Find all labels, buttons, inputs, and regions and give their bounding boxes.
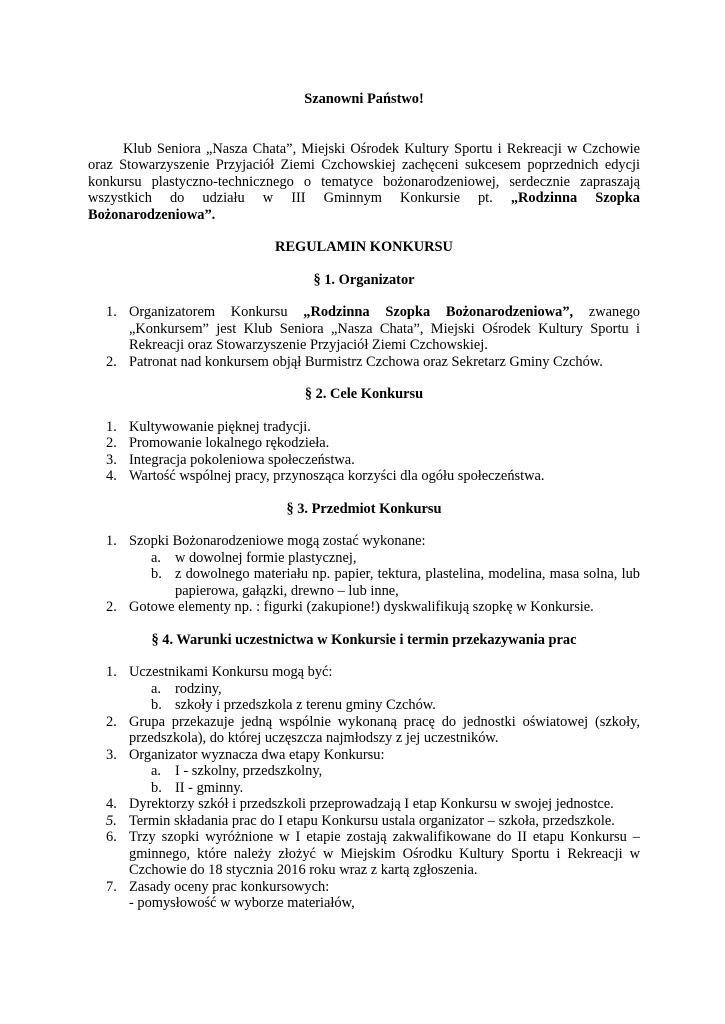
contest-title: „Rodzinna Szopka Bożonarodzeniowa”.: [88, 190, 641, 223]
section-4-list: [88, 664, 640, 912]
item-number: 1.: [106, 418, 117, 435]
sub-item-letter: b.: [151, 566, 162, 582]
item-text: Szopki Bożonarodzeniowe mogą zostać wykonane:: [129, 533, 426, 549]
item-text-post: zwanego „Konkursem” jest Klub Seniora „Nasza Chata”, Miejski Ośrodek Kultury Sportu i Rekreacji oraz Stowarzyszenie Przyjaciół Ziemi Czchowskiej.: [129, 304, 640, 353]
sub-item-letter: b.: [151, 779, 162, 796]
sub-item-text: rodziny,: [175, 680, 222, 697]
sub-list: [129, 681, 640, 714]
item-number: 3.: [106, 451, 117, 468]
sub-item: [129, 780, 640, 797]
intro-paragraph: [88, 141, 640, 224]
list-item: [88, 714, 640, 747]
item-text: Organizator wyznacza dwa etapy Konkursu:: [129, 746, 385, 763]
item-text: Integracja pokoleniowa społeczeństwa.: [129, 451, 355, 468]
item-text: Uczestnikami Konkursu mogą być:: [129, 664, 333, 680]
list-item: [88, 664, 640, 714]
sub-item: [129, 697, 640, 714]
regulamin-title: REGULAMIN KONKURSU: [275, 239, 453, 255]
list-item: [88, 419, 640, 436]
document-page: [88, 88, 640, 912]
sub-item-text: II - gminny.: [175, 779, 244, 796]
section-1-title: § 1. Organizator: [313, 271, 415, 288]
list-item: [88, 599, 640, 616]
section-3-list: [88, 533, 640, 616]
item-text: Grupa przekazuje jedną wspólnie wykonaną pracę do jednostki oświatowej (szkoły, przedszkola), do której uczęszcza najmłodszy z jej uczestników.: [129, 713, 640, 746]
sub-item: [129, 681, 640, 698]
sub-item-letter: b.: [151, 697, 162, 713]
item-text: Termin składania prac do I etapu Konkursu ustala organizator – szkoła, przedszkole.: [129, 812, 615, 829]
item-text: Promowanie lokalnego rękodzieła.: [129, 435, 330, 451]
item-text: Gotowe elementy np. : figurki (zakupione!) dyskwalifikują szopkę w Konkursie.: [129, 599, 594, 615]
item-number: 3.: [106, 746, 117, 763]
item-number: 5.: [106, 812, 117, 829]
item-number: 2.: [106, 435, 117, 451]
sub-item-text: szkoły i przedszkola z terenu gminy Czchów.: [175, 697, 436, 713]
list-item: [88, 435, 640, 452]
item-number: 1.: [106, 664, 117, 680]
sub-item-letter: a.: [151, 680, 161, 697]
sub-item-text: I - szkolny, przedszkolny,: [175, 763, 323, 779]
list-item: [88, 813, 640, 830]
section-2-title: § 2. Cele Konkursu: [304, 386, 424, 402]
sub-item: [129, 550, 640, 567]
list-item: [88, 304, 640, 354]
list-item: [88, 829, 640, 879]
list-item: [88, 747, 640, 797]
sub-list: [129, 550, 640, 600]
item-number: 4.: [106, 796, 117, 812]
item-text: Trzy szopki wyróżnione w I etapie zostają zakwalifikowane do II etapu Konkursu – gminnego, które należy złożyć w Miejskim Ośrodku Kultury Sportu i Rekreacji w Czchowie do 18 stycznia 2016 roku wraz z kartą zgłoszenia.: [129, 829, 640, 878]
item-text: Kultywowanie pięknej tradycji.: [129, 418, 311, 435]
item-number: 2.: [106, 599, 117, 615]
list-item: [88, 468, 640, 485]
greeting-heading: Szanowni Państwo!: [304, 91, 424, 107]
item-text: Zasady oceny prac konkursowych:: [129, 878, 330, 895]
sub-item: [129, 566, 640, 599]
item-number: 4.: [106, 468, 117, 484]
section-1-list: [88, 304, 640, 370]
sub-item-letter: a.: [151, 549, 161, 566]
sub-item-letter: a.: [151, 763, 161, 779]
list-item: [88, 533, 640, 599]
sub-item: [129, 763, 640, 780]
intro-text: Klub Seniora „Nasza Chata”, Miejski Ośrodek Kultury Sportu i Rekreacji w Czchowie oraz Stowarzyszenie Przyjaciół Ziemi Czchowskiej zachęceni sukcesem poprzednich edycji konkursu plastyczno-technicznego o tematyce bożonarodzeniowej, serdecznie zapraszają wszystkich do udziału w III Gminnym Konkursie pt.: [88, 140, 640, 206]
sub-item-text: z dowolnego materiału np. papier, tektura, plastelina, modelina, masa solna, lub papierowa, gałązki, drewno – lub inne,: [175, 566, 640, 599]
section-4-title: § 4. Warunki uczestnictwa w Konkursie i termin przekazywania prac: [151, 631, 577, 648]
item-number: 2.: [106, 353, 117, 370]
item-number: 7.: [106, 878, 117, 895]
item-number: 1.: [106, 304, 117, 320]
item-criterion: - pomysłowość w wyborze materiałów,: [129, 895, 355, 911]
section-3-title: § 3. Przedmiot Konkursu: [286, 500, 442, 517]
list-item: [88, 879, 640, 912]
list-item: [88, 452, 640, 469]
item-text: Dyrektorzy szkół i przedszkoli przeprowadzają I etap Konkursu w swojej jednostce.: [129, 796, 614, 812]
item-text: Patronat nad konkursem objął Burmistrz Czchowa oraz Sekretarz Gminy Czchów.: [129, 353, 603, 370]
item-number: 1.: [106, 533, 117, 549]
item-number: 2.: [106, 713, 117, 730]
sub-item-text: w dowolnej formie plastycznej,: [175, 549, 357, 566]
section-2-list: [88, 419, 640, 485]
sub-list: [129, 763, 640, 796]
item-number: 6.: [106, 829, 117, 845]
item-text: Wartość wspólnej pracy, przynosząca korzyści dla ogółu społeczeństwa.: [129, 468, 545, 484]
item-text-bold: „Rodzinna Szopka Bożonarodzeniowa”,: [303, 304, 574, 320]
item-text-pre: Organizatorem Konkursu: [129, 304, 304, 320]
list-item: [88, 796, 640, 813]
list-item: [88, 354, 640, 371]
